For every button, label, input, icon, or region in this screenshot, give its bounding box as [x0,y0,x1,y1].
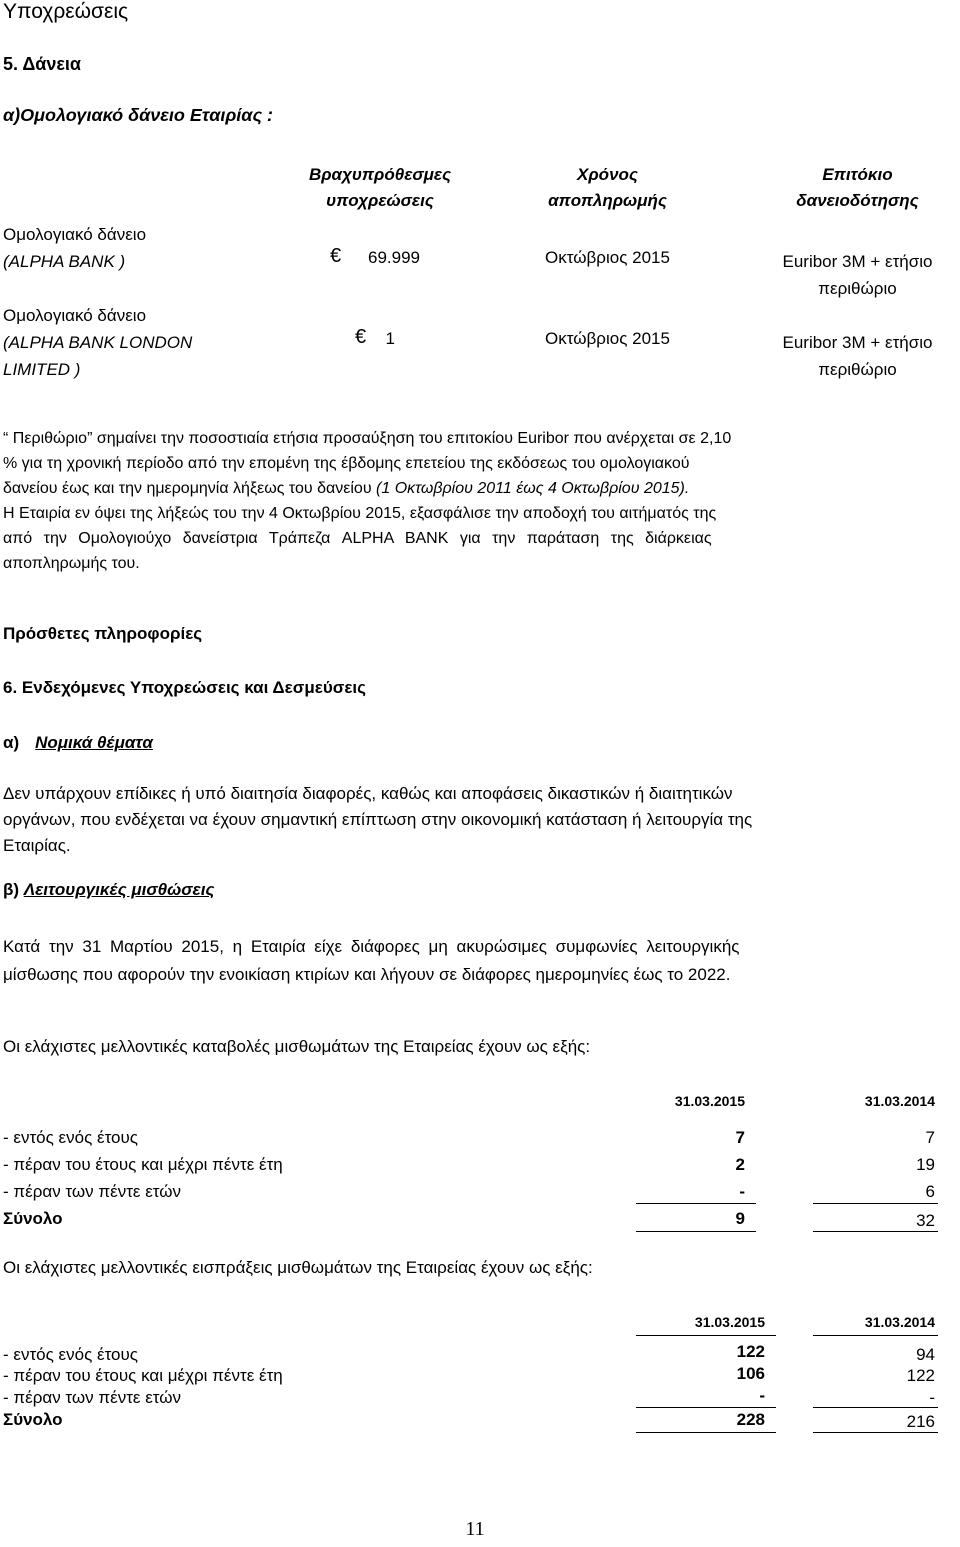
total-current: 9 [735,1209,745,1228]
table-cell-prior: 6 [925,1182,935,1201]
additional-info-heading: Πρόσθετες πληροφορίες [3,624,203,643]
section-5-heading: 5. Δάνεια [3,54,81,74]
divider [813,1335,938,1336]
table-cell-current: 2 [735,1155,745,1174]
total-prior: 216 [906,1412,935,1431]
divider [636,1432,776,1433]
receipts-col-prior: 31.03.2014 [864,1314,935,1330]
legal-paragraph: Δεν υπάρχουν επίδικες ή υπό διαιτησία διαφορές, καθώς και αποφάσεις δικαστικών ή διαιτητικών οργάνων, που ενδέχεται να έχουν σημαντική επίπτωση στην οικονομική κατάσταση ή λειτουργία της Εταιρίας. [3,784,753,855]
legal-subheading: α) Νομικά θέματα [3,733,153,752]
table-cell-current: 122 [736,1342,765,1361]
loan-amount: 69.999 [368,248,420,267]
table-cell-current: - [739,1182,745,1201]
loan-name: Ομολογιακό δάνειο (ALPHA BANK LONDON LIMITED ) [3,306,193,379]
total-label: Σύνολο [3,1410,63,1429]
divider [813,1407,938,1408]
column-header-maturity: Χρόνος αποπληρωμής [548,165,667,210]
table-cell-prior: 19 [916,1155,935,1174]
leases-paragraph: Κατά την 31 Μαρτίου 2015, η Εταιρία είχε διάφορες μη ακυρώσιμες συμφωνίες λειτουργικής μίσθωσης που αφορούν την ενοικίαση κτιρίων και λήγουν σε διάφορες ημερομηνίες έως το 2022. [3,937,740,984]
margin-definition-note: “ Περιθώριο” σημαίνει την ποσοστιαία ετήσια προσαύξηση του επιτοκίου Euribor που ανέρχεται σε 2,10 % για τη χρονική περίοδο από την επομένη της έβδομης επετείου της εκδόσεως του ομολογιακού δανείου έως και την ημερομηνία λήξεως του δανείου (1 Οκτωβρίου 2011 έως 4 Οκτωβρίου 2015). Η Εταιρία εν όψει της λήξεώς του την 4 Οκτωβρίου 2015, εξασφάλισε την αποδοχή του αιτήματός της από την Ομολογιούχο δανείστρια Τράπεζα ALPHA BANK για την παράταση της διάρκειας αποπληρωμής του. [3,430,732,572]
loan-amount: 1 [385,329,395,348]
loan-rate: Euribor 3M + ετήσιο περιθώριο [782,333,933,379]
table-cell-prior: 122 [906,1366,935,1385]
payments-col-current: 31.03.2015 [674,1093,745,1109]
divider [813,1231,938,1232]
table-row-label: - εντός ενός έτους [3,1128,138,1147]
euro-icon: € [330,245,342,267]
divider [636,1231,756,1232]
receipts-col-current: 31.03.2015 [694,1314,765,1330]
divider [813,1432,938,1433]
table-row-label: - πέραν των πέντε ετών [3,1182,182,1201]
table-cell-current: 7 [735,1128,745,1147]
payments-intro: Οι ελάχιστες μελλοντικές καταβολές μισθωμάτων της Εταιρείας έχουν ως εξής: [3,1037,591,1056]
section-6-heading: 6. Ενδεχόμενες Υποχρεώσεις και Δεσμεύσεις [3,678,366,697]
receipts-intro: Οι ελάχιστες μελλοντικές εισπράξεις μισθωμάτων της Εταιρείας έχουν ως εξής: [3,1258,593,1277]
leases-subheading: β) Λειτουργικές μισθώσεις [3,880,215,899]
divider [636,1203,756,1204]
page-number: 11 [465,1518,485,1540]
table-cell-prior: 7 [925,1128,935,1147]
table-cell-current: - [759,1386,765,1405]
table-cell-prior: 94 [916,1345,935,1364]
divider [636,1335,776,1336]
column-header-short-term: Βραχυπρόθεσμες υποχρεώσεις [308,165,452,210]
loan-subheading: α)Ομολογιακό δάνειο Εταιρίας : [3,105,274,125]
table-row-label: - πέραν του έτους και μέχρι πέντε έτη [3,1366,283,1385]
column-header-interest: Επιτόκιο δανειοδότησης [796,165,919,210]
table-cell-current: 106 [736,1364,765,1383]
table-row-label: - εντός ενός έτους [3,1345,138,1364]
total-prior: 32 [916,1211,935,1230]
loan-maturity: Οκτώβριος 2015 [545,329,670,348]
loan-name: Ομολογιακό δάνειο (ALPHA BANK ) [3,225,147,271]
divider [813,1203,938,1204]
loan-maturity: Οκτώβριος 2015 [545,248,670,267]
payments-col-prior: 31.03.2014 [864,1093,935,1109]
table-row-label: - πέραν των πέντε ετών [3,1388,182,1407]
page-title: Υποχρεώσεις [3,0,129,23]
euro-icon: € [355,326,367,348]
table-row-label: - πέραν του έτους και μέχρι πέντε έτη [3,1155,283,1174]
total-label: Σύνολο [3,1209,63,1228]
divider [636,1407,776,1408]
loan-rate: Euribor 3M + ετήσιο περιθώριο [782,252,933,298]
table-cell-prior: - [929,1388,935,1407]
total-current: 228 [736,1410,765,1429]
